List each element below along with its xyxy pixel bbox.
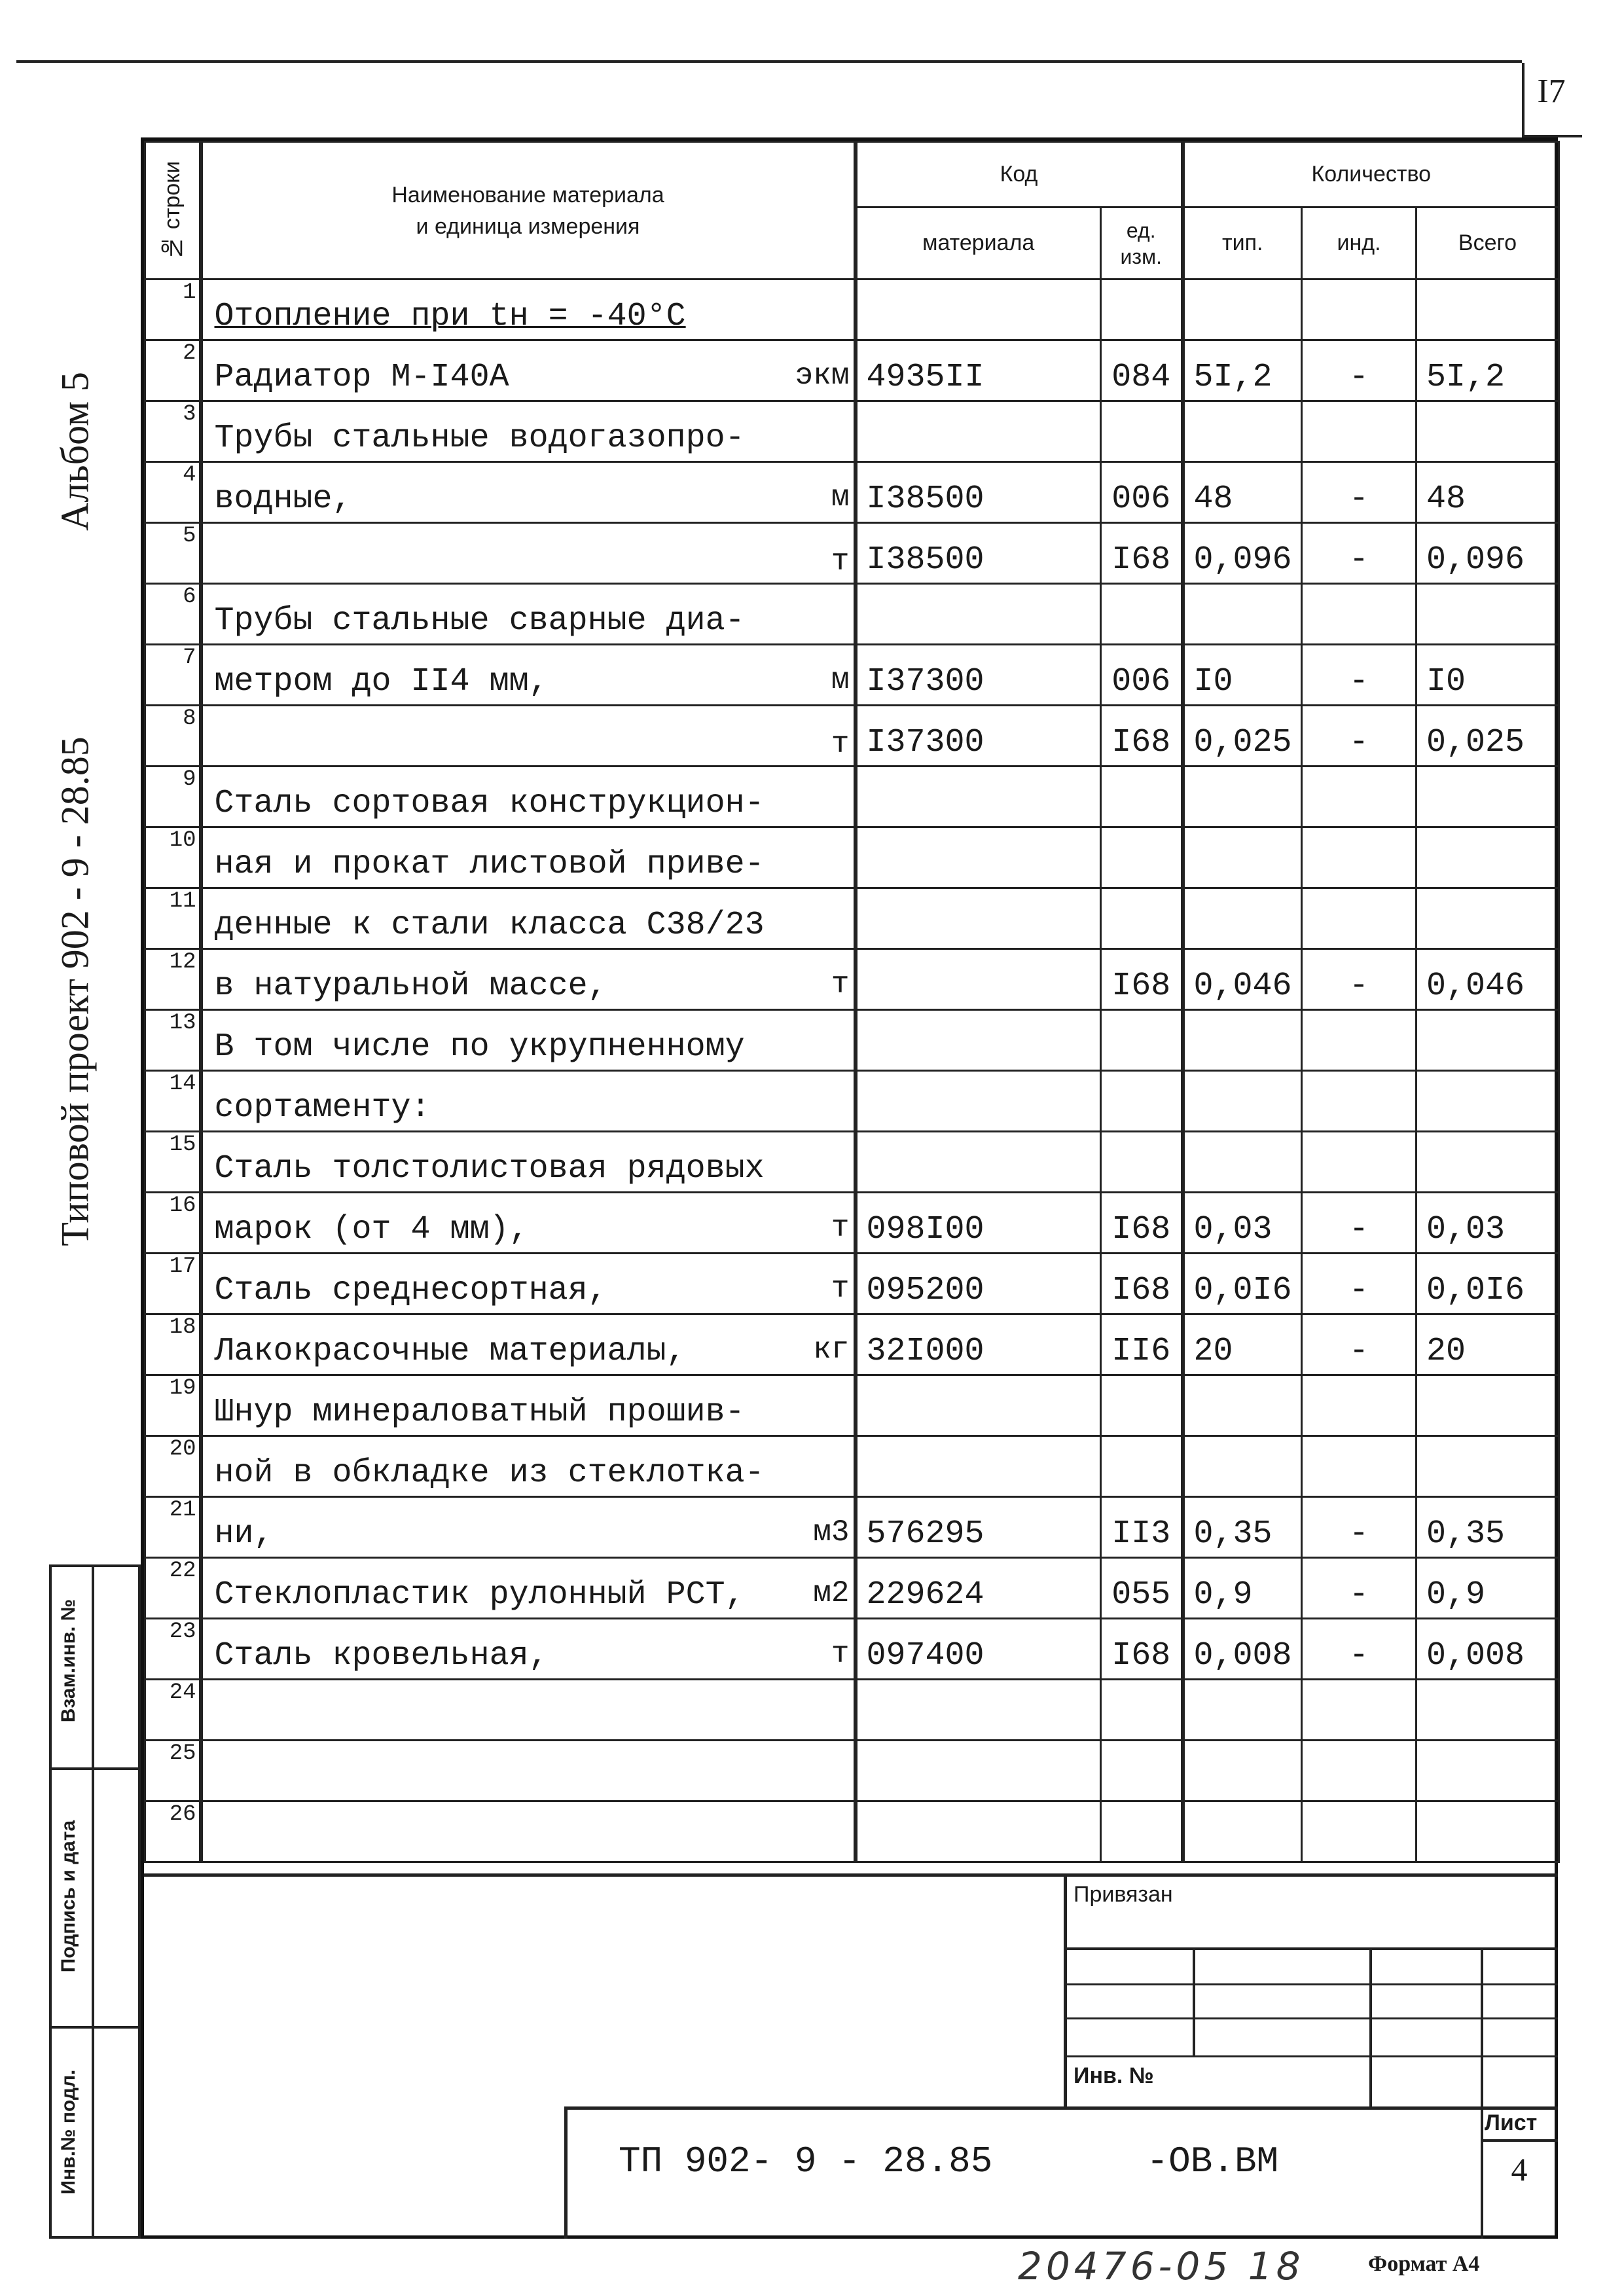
header-typ: тип.	[1183, 208, 1302, 280]
qty-typical: 0,025	[1183, 706, 1302, 767]
qty-individual: -	[1302, 1314, 1416, 1375]
stamp-divider	[49, 2026, 141, 2029]
table-row	[145, 888, 1559, 949]
document-code: ТП 902- 9 - 28.85 -ОВ.ВМ	[619, 2141, 1279, 2182]
qty-total	[1416, 1071, 1559, 1132]
title-block-line	[1064, 2055, 1558, 2057]
qty-total	[1416, 1436, 1559, 1497]
qty-typical: 48	[1183, 462, 1302, 523]
header-code: Код	[856, 142, 1183, 208]
material-name	[201, 1436, 856, 1497]
material-name	[201, 462, 856, 523]
material-name-text: метром до II4 мм,	[214, 663, 549, 700]
header-unit	[1101, 208, 1183, 280]
row-number: 2	[145, 340, 201, 401]
qty-total	[1416, 827, 1559, 888]
material-code	[856, 827, 1101, 888]
material-unit: м2	[813, 1576, 850, 1610]
unit-code	[1101, 584, 1183, 645]
qty-individual: -	[1302, 1193, 1416, 1254]
header-row-no	[145, 142, 201, 280]
qty-total	[1416, 401, 1559, 462]
sheet-number: 4	[1511, 2151, 1528, 2188]
qty-individual	[1302, 1741, 1416, 1801]
qty-individual	[1302, 1375, 1416, 1436]
unit-code: I68	[1101, 706, 1183, 767]
row-number: 26	[145, 1801, 201, 1862]
material-name	[201, 1375, 856, 1436]
qty-typical	[1183, 1801, 1302, 1862]
row-number: 1	[145, 280, 201, 340]
qty-total	[1416, 1375, 1559, 1436]
table-row	[145, 767, 1559, 827]
material-name-text: Сталь сортовая конструкцион-	[214, 785, 765, 822]
material-unit: т	[831, 727, 850, 761]
material-name	[201, 1314, 856, 1375]
qty-individual	[1302, 1132, 1416, 1193]
qty-typical: 0,03	[1183, 1193, 1302, 1254]
material-name-text: В том числе по укрупненному	[214, 1028, 745, 1066]
qty-individual: -	[1302, 1619, 1416, 1680]
top-border-line	[16, 60, 1522, 63]
material-code	[856, 949, 1101, 1010]
material-code: 576295	[856, 1497, 1101, 1558]
material-code	[856, 1741, 1101, 1801]
qty-individual	[1302, 1071, 1416, 1132]
table-row	[145, 1193, 1559, 1254]
material-unit: м	[831, 663, 850, 697]
unit-code: I68	[1101, 1254, 1183, 1314]
title-block-line	[1193, 1947, 1195, 2055]
material-name	[201, 584, 856, 645]
material-code: 4935II	[856, 340, 1101, 401]
unit-code: I68	[1101, 1193, 1183, 1254]
qty-individual	[1302, 767, 1416, 827]
qty-typical	[1183, 401, 1302, 462]
sheet-label: Лист	[1485, 2110, 1538, 2135]
table-row	[145, 949, 1559, 1010]
title-block-line	[1369, 1947, 1372, 2109]
table-row	[145, 584, 1559, 645]
row-number: 9	[145, 767, 201, 827]
title-block-line	[1064, 1947, 1558, 1950]
table-row	[145, 462, 1559, 523]
material-name-text: Шнур минераловатный прошив-	[214, 1394, 745, 1431]
header-material: материала	[856, 208, 1101, 280]
material-name-text: водные,	[214, 480, 352, 518]
material-unit: м3	[813, 1515, 850, 1549]
unit-code	[1101, 1801, 1183, 1862]
unit-code: II6	[1101, 1314, 1183, 1375]
qty-total: 0,046	[1416, 949, 1559, 1010]
table-row	[145, 645, 1559, 706]
material-name-text: Радиатор М-I40А	[214, 359, 509, 396]
unit-code: 084	[1101, 340, 1183, 401]
qty-total: 0,35	[1416, 1497, 1559, 1558]
qty-total	[1416, 1801, 1559, 1862]
title-block-line	[1481, 1947, 1483, 2239]
header-total: Всего	[1416, 208, 1559, 280]
table-row	[145, 1010, 1559, 1071]
qty-typical: 0,9	[1183, 1558, 1302, 1619]
qty-individual	[1302, 1801, 1416, 1862]
material-name-text: Отопление при tн = -40°С	[214, 298, 686, 335]
qty-individual	[1302, 401, 1416, 462]
qty-typical: 0,046	[1183, 949, 1302, 1010]
header-ind: инд.	[1302, 208, 1416, 280]
qty-typical: 0,35	[1183, 1497, 1302, 1558]
row-number: 20	[145, 1436, 201, 1497]
qty-typical: 0,008	[1183, 1619, 1302, 1680]
material-code	[856, 280, 1101, 340]
material-spec-table	[144, 141, 1560, 1863]
qty-typical	[1183, 1132, 1302, 1193]
header-name-label: Наименование материала и единица измерения	[391, 182, 664, 239]
qty-total: I0	[1416, 645, 1559, 706]
header-quantity: Количество	[1183, 142, 1559, 208]
qty-individual: -	[1302, 340, 1416, 401]
table-row	[145, 523, 1559, 584]
qty-individual	[1302, 280, 1416, 340]
material-code	[856, 1801, 1101, 1862]
material-unit: т	[831, 1211, 850, 1245]
unit-code: II3	[1101, 1497, 1183, 1558]
material-name-text: Сталь среднесортная,	[214, 1272, 607, 1309]
stamp-inv-original: Инв.№ подл.	[58, 2069, 79, 2195]
qty-typical	[1183, 1071, 1302, 1132]
header-name	[201, 142, 856, 280]
material-name-text: Сталь кровельная,	[214, 1637, 549, 1674]
material-name	[201, 949, 856, 1010]
row-number: 18	[145, 1314, 201, 1375]
qty-individual: -	[1302, 949, 1416, 1010]
qty-typical: 0,096	[1183, 523, 1302, 584]
unit-code	[1101, 1071, 1183, 1132]
unit-code	[1101, 1132, 1183, 1193]
table-row	[145, 280, 1559, 340]
material-name-text: Трубы стальные сварные диа-	[214, 602, 745, 640]
material-name	[201, 1254, 856, 1314]
qty-typical	[1183, 1741, 1302, 1801]
material-code	[856, 1132, 1101, 1193]
page-number: I7	[1537, 73, 1566, 110]
unit-code	[1101, 1680, 1183, 1741]
material-name	[201, 340, 856, 401]
unit-code	[1101, 767, 1183, 827]
qty-total: 0,096	[1416, 523, 1559, 584]
row-number: 23	[145, 1619, 201, 1680]
qty-individual: -	[1302, 1558, 1416, 1619]
qty-typical	[1183, 280, 1302, 340]
row-number: 17	[145, 1254, 201, 1314]
material-code: 097400	[856, 1619, 1101, 1680]
material-unit: кг	[813, 1333, 850, 1367]
title-block-line	[564, 2106, 568, 2239]
table-row	[145, 1071, 1559, 1132]
table-row	[145, 827, 1559, 888]
row-number: 7	[145, 645, 201, 706]
material-code	[856, 401, 1101, 462]
table-row	[145, 1680, 1559, 1741]
material-name-text: в натуральной массе,	[214, 967, 607, 1005]
material-code: I37300	[856, 706, 1101, 767]
material-name	[201, 1010, 856, 1071]
qty-total: 0,03	[1416, 1193, 1559, 1254]
unit-code: 055	[1101, 1558, 1183, 1619]
material-unit: экм	[795, 359, 850, 393]
table-row	[145, 1314, 1559, 1375]
qty-total: 0,008	[1416, 1619, 1559, 1680]
material-name-text: ни,	[214, 1515, 274, 1553]
qty-total: 48	[1416, 462, 1559, 523]
material-code: 32I000	[856, 1314, 1101, 1375]
table-row	[145, 340, 1559, 401]
material-name-text: денные к стали класса С38/23	[214, 907, 765, 944]
stamp-divider	[49, 1767, 141, 1770]
unit-code	[1101, 280, 1183, 340]
qty-individual: -	[1302, 523, 1416, 584]
title-block-line	[1064, 1983, 1558, 1985]
row-number: 12	[145, 949, 201, 1010]
material-name	[201, 1619, 856, 1680]
row-number: 8	[145, 706, 201, 767]
table-row	[145, 1497, 1559, 1558]
material-name	[201, 645, 856, 706]
inv-no-label: Инв. №	[1074, 2063, 1154, 2088]
material-code	[856, 888, 1101, 949]
material-code: 098I00	[856, 1193, 1101, 1254]
qty-typical	[1183, 1010, 1302, 1071]
attached-label: Привязан	[1074, 1882, 1173, 1907]
qty-individual: -	[1302, 1497, 1416, 1558]
qty-individual	[1302, 1010, 1416, 1071]
material-unit: т	[831, 545, 850, 579]
table-row	[145, 1558, 1559, 1619]
unit-code: I68	[1101, 523, 1183, 584]
qty-total: 5I,2	[1416, 340, 1559, 401]
qty-typical	[1183, 827, 1302, 888]
qty-individual: -	[1302, 645, 1416, 706]
material-code	[856, 767, 1101, 827]
album-label: Альбом 5	[53, 372, 97, 531]
unit-code	[1101, 888, 1183, 949]
material-name	[201, 888, 856, 949]
material-name	[201, 401, 856, 462]
unit-code: 006	[1101, 462, 1183, 523]
material-unit: т	[831, 1637, 850, 1671]
qty-typical: I0	[1183, 645, 1302, 706]
qty-typical	[1183, 1436, 1302, 1497]
unit-code: 006	[1101, 645, 1183, 706]
title-block-line	[1481, 2139, 1558, 2142]
table-row	[145, 1741, 1559, 1801]
material-code	[856, 1010, 1101, 1071]
material-name	[201, 280, 856, 340]
unit-code	[1101, 1010, 1183, 1071]
qty-total: 20	[1416, 1314, 1559, 1375]
row-number: 21	[145, 1497, 201, 1558]
material-name-text: марок (от 4 мм),	[214, 1211, 529, 1248]
table-row	[145, 1375, 1559, 1436]
material-code	[856, 1071, 1101, 1132]
qty-total	[1416, 767, 1559, 827]
unit-code	[1101, 1375, 1183, 1436]
row-number: 25	[145, 1741, 201, 1801]
table-row	[145, 1801, 1559, 1862]
row-number: 14	[145, 1071, 201, 1132]
stamp-signature-date: Подпись и дата	[58, 1820, 79, 1973]
row-number: 6	[145, 584, 201, 645]
row-number: 3	[145, 401, 201, 462]
qty-total: 0,0I6	[1416, 1254, 1559, 1314]
format-label: Формат А4	[1368, 2252, 1480, 2276]
qty-total	[1416, 1010, 1559, 1071]
row-number: 5	[145, 523, 201, 584]
material-name	[201, 1132, 856, 1193]
qty-typical	[1183, 1680, 1302, 1741]
row-number: 24	[145, 1680, 201, 1741]
title-block-line	[1064, 2017, 1558, 2019]
unit-code	[1101, 1741, 1183, 1801]
material-name-text: ной в обкладке из стеклотка-	[214, 1455, 765, 1492]
material-code: I37300	[856, 645, 1101, 706]
material-name	[201, 1680, 856, 1741]
material-name	[201, 1071, 856, 1132]
header-unit-label: ед. изм.	[1120, 218, 1162, 268]
material-name	[201, 706, 856, 767]
qty-individual: -	[1302, 1254, 1416, 1314]
qty-individual	[1302, 584, 1416, 645]
qty-typical	[1183, 888, 1302, 949]
stamp-replace-inv: Взам.инв. №	[58, 1599, 79, 1723]
material-unit: т	[831, 967, 850, 1002]
title-block-divider	[1064, 1873, 1067, 2109]
table-row	[145, 1619, 1559, 1680]
material-name	[201, 767, 856, 827]
unit-code: I68	[1101, 949, 1183, 1010]
row-number: 22	[145, 1558, 201, 1619]
table-row	[145, 401, 1559, 462]
material-name-text: ная и прокат листовой приве-	[214, 846, 765, 883]
material-code: I38500	[856, 462, 1101, 523]
qty-total	[1416, 1741, 1559, 1801]
qty-total	[1416, 1132, 1559, 1193]
qty-individual	[1302, 1680, 1416, 1741]
material-code: 229624	[856, 1558, 1101, 1619]
qty-individual	[1302, 827, 1416, 888]
unit-code: I68	[1101, 1619, 1183, 1680]
qty-total	[1416, 888, 1559, 949]
qty-individual: -	[1302, 462, 1416, 523]
qty-typical: 5I,2	[1183, 340, 1302, 401]
title-block-line	[564, 2106, 1558, 2110]
qty-individual	[1302, 1436, 1416, 1497]
material-code: I38500	[856, 523, 1101, 584]
material-name	[201, 827, 856, 888]
material-name	[201, 1497, 856, 1558]
unit-code	[1101, 1436, 1183, 1497]
material-code	[856, 1375, 1101, 1436]
qty-individual	[1302, 888, 1416, 949]
qty-typical: 0,0I6	[1183, 1254, 1302, 1314]
row-number: 19	[145, 1375, 201, 1436]
material-name	[201, 523, 856, 584]
qty-total	[1416, 584, 1559, 645]
qty-total	[1416, 1680, 1559, 1741]
material-name	[201, 1558, 856, 1619]
material-name-text: Лакокрасочные материалы,	[214, 1333, 686, 1370]
material-name-text: сортаменту:	[214, 1089, 431, 1127]
title-block-top-line	[144, 1873, 1558, 1877]
header-row-no-label: № строки	[159, 160, 185, 261]
material-name-text: Стеклопластик рулонный РСТ,	[214, 1576, 745, 1614]
table-row	[145, 1132, 1559, 1193]
table-row	[145, 1436, 1559, 1497]
row-number: 16	[145, 1193, 201, 1254]
material-code	[856, 584, 1101, 645]
row-number: 11	[145, 888, 201, 949]
material-unit: м	[831, 480, 850, 515]
material-unit: т	[831, 1272, 850, 1306]
qty-total: 0,025	[1416, 706, 1559, 767]
material-code	[856, 1680, 1101, 1741]
row-number: 10	[145, 827, 201, 888]
material-name	[201, 1741, 856, 1801]
unit-code	[1101, 827, 1183, 888]
material-name-text: Сталь толстолистовая рядовых	[214, 1150, 765, 1187]
table-row	[145, 706, 1559, 767]
qty-total: 0,9	[1416, 1558, 1559, 1619]
qty-typical	[1183, 584, 1302, 645]
row-number: 13	[145, 1010, 201, 1071]
qty-individual: -	[1302, 706, 1416, 767]
table-body	[145, 280, 1559, 1862]
project-label: Типовой проект 902 - 9 - 28.85	[53, 736, 97, 1246]
row-number: 15	[145, 1132, 201, 1193]
unit-code	[1101, 401, 1183, 462]
qty-typical	[1183, 1375, 1302, 1436]
material-code: 095200	[856, 1254, 1101, 1314]
material-name-text: Трубы стальные водогазопро-	[214, 420, 745, 457]
material-code	[856, 1436, 1101, 1497]
stamp-divider	[92, 1564, 94, 2239]
table-row	[145, 1254, 1559, 1314]
material-name	[201, 1193, 856, 1254]
material-name	[201, 1801, 856, 1862]
qty-typical	[1183, 767, 1302, 827]
handwritten-number: 20476-05 18	[1018, 2244, 1305, 2288]
qty-total	[1416, 280, 1559, 340]
row-number: 4	[145, 462, 201, 523]
qty-typical: 20	[1183, 1314, 1302, 1375]
